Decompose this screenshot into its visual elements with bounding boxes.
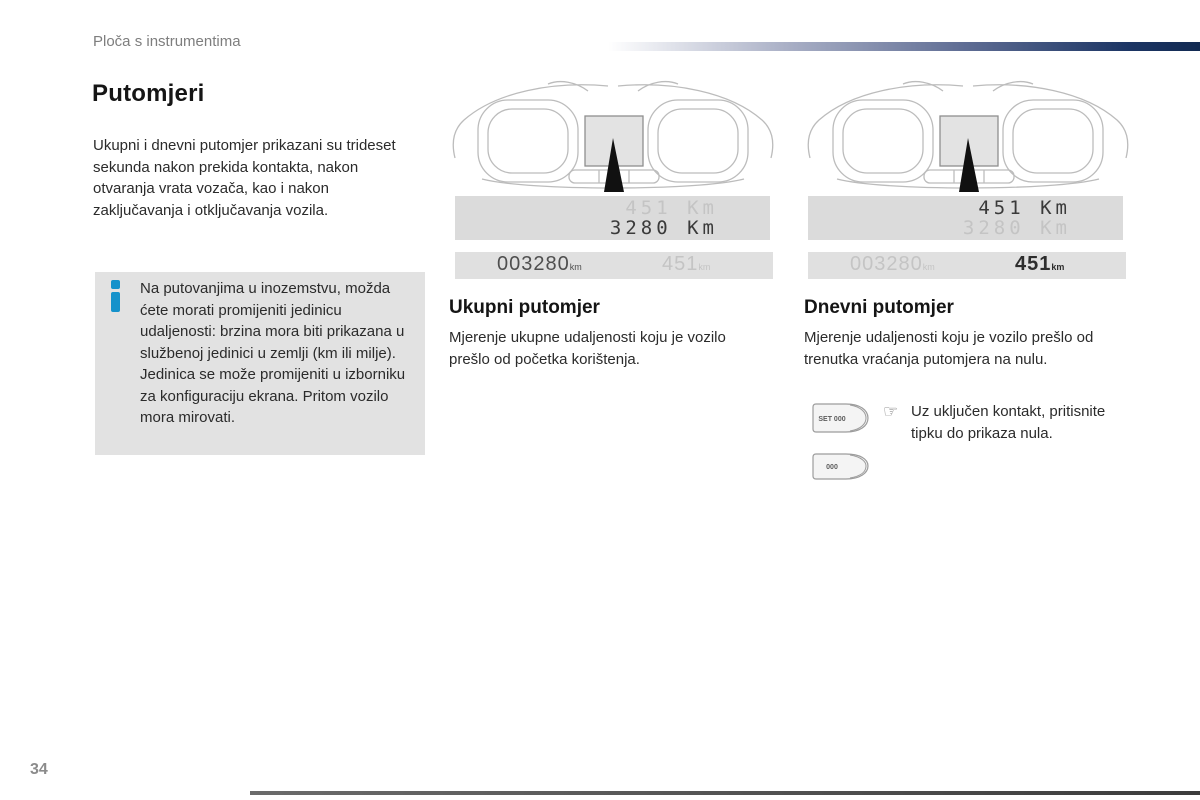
km-unit-label: km xyxy=(698,262,711,272)
page-title: Putomjeri xyxy=(92,80,205,107)
km-unit-label: km xyxy=(1051,262,1065,272)
intro-paragraph: Ukupni i dnevni putomjer prikazani su trideset sekunda nakon prekida kontakta, nakon otvaranja vrata vozača, kao i nakon zaključavanja i otključavanja vozila. xyxy=(93,137,396,219)
km-unit-label: km xyxy=(569,262,582,272)
section-body-total: Mjerenje ukupne udaljenosti koju je vozilo prešlo od početka korištenja. xyxy=(449,329,726,368)
lcd-display-total xyxy=(455,196,770,240)
set-zero-button-illustration xyxy=(810,401,872,437)
total-odometer-value: 003280km xyxy=(497,253,582,275)
lcd-total-line: 3280 Km xyxy=(609,217,718,239)
section-body-trip: Mjerenje udaljenosti koju je vozilo prešlo od trenutka vraćanja putomjera na nulu. xyxy=(804,329,1094,368)
trip-odometer-value: 451km xyxy=(662,253,711,275)
footer-rule xyxy=(250,791,1200,795)
lcd-total-line: 3280 Km xyxy=(962,217,1071,239)
info-box xyxy=(95,272,425,455)
header-gradient-bar xyxy=(608,42,1200,51)
odometer-strip-total xyxy=(455,252,773,279)
zero-button-illustration xyxy=(810,451,872,483)
lcd-trip-line: 451 Km xyxy=(978,197,1071,219)
pointing-hand-icon: ☞ xyxy=(883,402,899,421)
trip-odometer-value: 451km xyxy=(1015,253,1065,275)
info-box-text: Na putovanjima u inozemstvu, možda ćete morati promijeniti jedinicu udaljenosti: brzina mora biti prikazana u službenoj jedinici u zemlji (km ili milje). Jedinica se može promijeniti u izborniku za konfiguraciju ekrana. Pritom vozilo mora mirovati. xyxy=(140,280,406,426)
reset-instruction-text: Uz uključen kontakt, pritisnite tipku do prikaza nula. xyxy=(911,403,1106,442)
chapter-breadcrumb: Ploča s instrumentima xyxy=(93,33,241,50)
instrument-cluster-illustration-total xyxy=(448,78,778,196)
km-unit-label: km xyxy=(922,262,935,272)
button-label: SET 000 xyxy=(818,416,846,423)
lcd-trip-line: 451 Km xyxy=(625,197,718,219)
total-odometer-value: 003280km xyxy=(850,253,935,275)
lcd-display-trip xyxy=(808,196,1123,240)
section-heading-trip: Dnevni putomjer xyxy=(804,297,954,318)
instrument-cluster-illustration-trip xyxy=(803,78,1133,196)
info-icon xyxy=(111,280,121,312)
button-label: 000 xyxy=(826,464,838,471)
page-number: 34 xyxy=(30,761,48,778)
section-heading-total: Ukupni putomjer xyxy=(449,297,600,318)
odometer-strip-trip xyxy=(808,252,1126,279)
